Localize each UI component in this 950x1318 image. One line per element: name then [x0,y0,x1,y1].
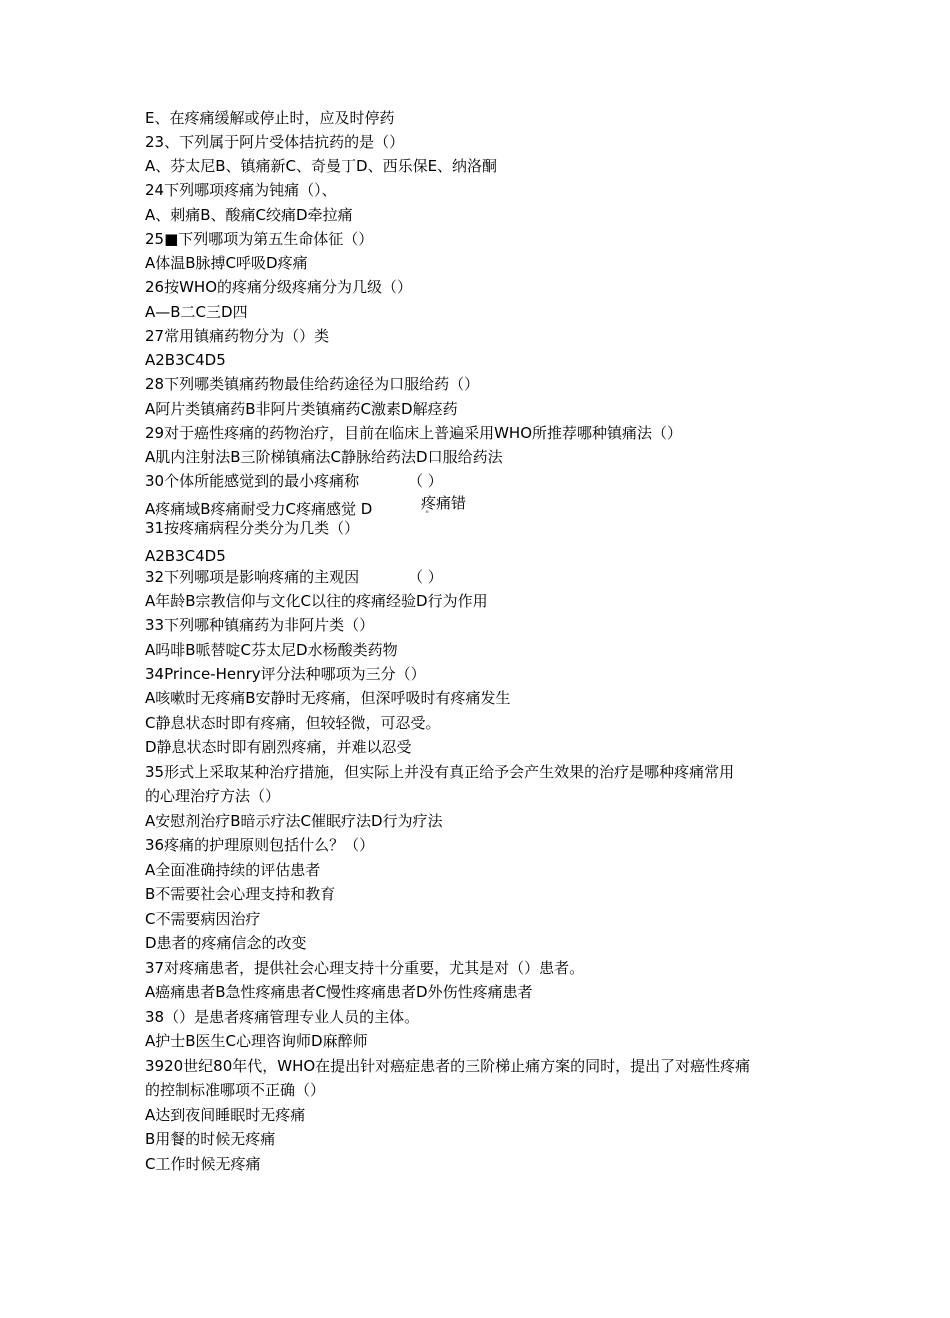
options-34-ab: A咳嗽时无疼痛B安静时无疼痛，但深呼吸时有疼痛发生 [145,689,511,707]
question-32: 32下列哪项是影响疼痛的主观因 [145,568,360,586]
options-34-d: D静息状态时即有剧烈疼痛，并难以忍受 [145,738,412,756]
question-24: 24下列哪项疼痛为钝痛（）、 [145,181,337,199]
options-27: A2B3C4D5 [145,351,226,369]
options-30-d-text: 疼痛错 [421,494,467,512]
options-33: A吗啡B哌替啶C芬太尼D水杨酸类药物 [145,641,398,659]
question-35-line2: 的心理治疗方法（） [145,787,281,805]
options-30: A疼痛域B疼痛耐受力C疼痛感觉 D [145,500,373,518]
question-36: 36疼痛的护理原则包括什么？（） [145,836,375,854]
question-23: 23、下列属于阿片受体拮抗药的是（） [145,133,405,151]
options-38: A护士B医生C心理咨询师D麻醉师 [145,1032,368,1050]
question-27: 27常用镇痛药物分为（）类 [145,327,330,345]
question-25: 25■下列哪项为第五生命体征（） [145,230,374,248]
options-23: A、芬太尼B、镇痛新C、奇曼丁D、西乐保E、纳洛酮 [145,157,498,175]
question-28: 28下列哪类镇痛药物最佳给药途径为口服给药（） [145,375,480,393]
options-28: A阿片类镇痛药B非阿片类镇痛药C激素D解痉药 [145,400,458,418]
question-34: 34Prince-Henry评分法种哪项为三分（） [145,665,426,683]
options-39-c: C工作时候无疼痛 [145,1155,261,1173]
options-32: A年龄B宗教信仰与文化C以往的疼痛经验D行为作用 [145,592,488,610]
options-30-d-cut-glyph: " [425,510,430,520]
question-33: 33下列哪种镇痛药为非阿片类（） [145,616,375,634]
options-39-b: B用餐的时候无疼痛 [145,1130,276,1148]
question-30-paren: （ ） [408,472,443,490]
question-39-line1: 3920世纪80年代，WHO在提出针对癌症患者的三阶梯止痛方案的同时，提出了对癌性疼痛 [145,1057,751,1075]
options-24: A、刺痛B、酸痛C绞痛D牵拉痛 [145,206,353,224]
question-26: 26按WHO的疼痛分级疼痛分为几级（） [145,278,413,296]
question-35-line1: 35形式上采取某种治疗措施，但实际上并没有真正给予会产生效果的治疗是哪种疼痛常用 [145,763,735,781]
question-38: 38（）是患者疼痛管理专业人员的主体。 [145,1008,420,1026]
question-30: 30个体所能感觉到的最小疼痛称 [145,472,360,490]
options-37: A癌痛患者B急性疼痛患者C慢性疼痛患者D外伤性疼痛患者 [145,983,533,1001]
question-31: 31按疼痛病程分类分为几类（） [145,519,360,537]
question-29: 29对于癌性疼痛的药物治疗，目前在临床上普遍采用WHO所推荐哪种镇痛法（） [145,424,683,442]
options-26: A—B二C三D四 [145,303,248,321]
options-36-a: A全面准确持续的评估患者 [145,861,321,879]
options-36-d: D患者的疼痛信念的改变 [145,934,307,952]
options-36-b: B不需要社会心理支持和教育 [145,885,336,903]
options-35: A安慰剂治疗B暗示疗法C催眠疗法D行为疗法 [145,812,443,830]
options-25: A体温B脉搏C呼吸D疼痛 [145,254,308,272]
options-34-c: C静息状态时即有疼痛，但较轻微，可忍受。 [145,714,441,732]
question-37: 37对疼痛患者，提供社会心理支持十分重要，尤其是对（）患者。 [145,959,585,977]
question-39-line2: 的控制标准哪项不正确（） [145,1081,326,1099]
options-36-c: C不需要病因治疗 [145,910,261,928]
text-line: E、在疼痛缓解或停止时，应及时停药 [145,109,395,127]
options-39-a: A达到夜间睡眠时无疼痛 [145,1106,306,1124]
options-31: A2B3C4D5 [145,547,226,565]
question-32-paren: （ ） [408,568,443,586]
options-29: A肌内注射法B三阶梯镇痛法C静脉给药法D口服给药法 [145,448,503,466]
